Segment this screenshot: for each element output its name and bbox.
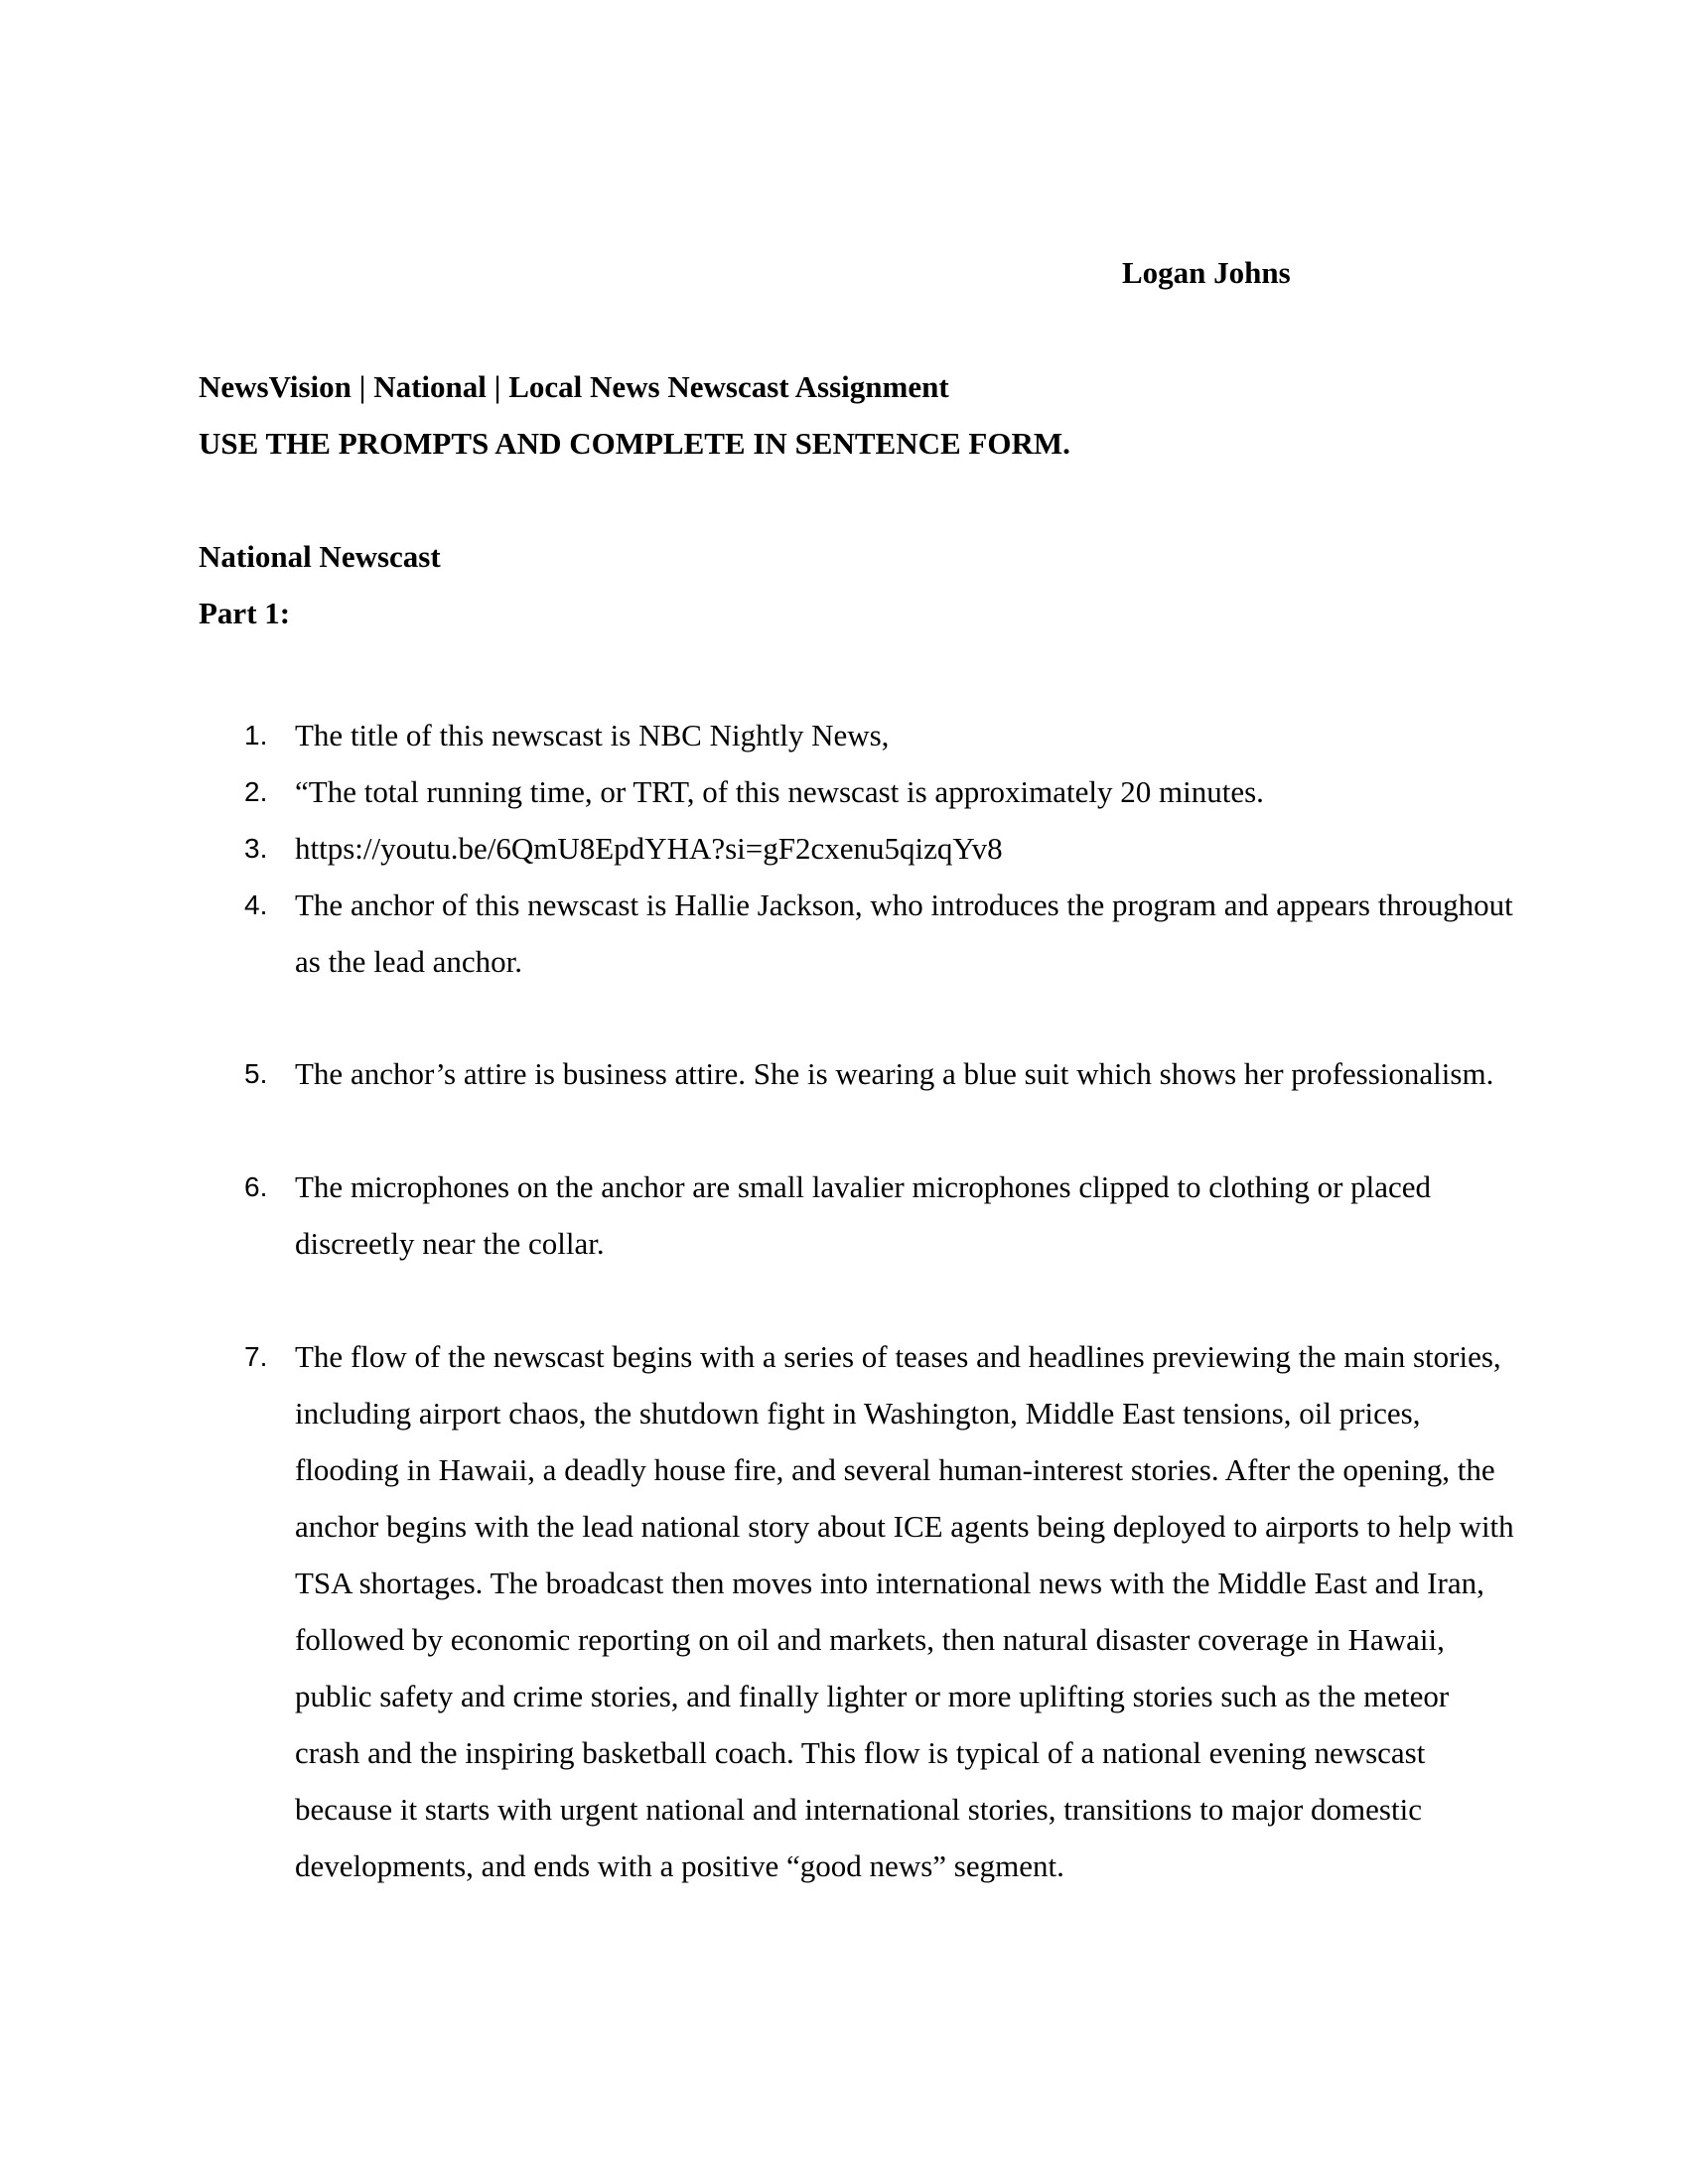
answer-number: 1. [244, 720, 268, 751]
answer-number: 4. [244, 889, 268, 920]
answer-number: 2. [244, 776, 268, 807]
answer-url: https://youtu.be/6QmU8EpdYHA?si=gF2cxenu5qizqYv8 [295, 831, 1003, 866]
answer-number: 7. [244, 1341, 268, 1372]
assignment-instructions: USE THE PROMPTS AND COMPLETE IN SENTENCE FORM. [199, 426, 1070, 461]
answer-number: 5. [244, 1058, 268, 1089]
answer-text: The flow of the newscast begins with a series of teases and headlines previewing the main stories, including airport chaos, the shutdown fight in Washington, Middle East tensions, oil prices, flooding in Hawaii, a deadly house fire, and several human-interest stories. After the opening, the anchor begins with the lead national story about ICE agents being deployed to airports to help with TSA shortages. The broadcast then moves into international news with the Middle East and Iran, followed by economic reporting on oil and markets, then natural disaster coverage in Hawaii, public safety and crime stories, and finally lighter or more uplifting stories such as the meteor crash and the inspiring basketball coach. This flow is typical of a national evening newscast because it starts with urgent national and international stories, transitions to major domestic developments, and ends with a positive “good news” segment. [295, 1339, 1514, 1883]
answer-text: “The total running time, or TRT, of this newscast is approximately 20 minutes. [295, 774, 1264, 809]
assignment-title: NewsVision | National | Local News Newscast Assignment [199, 369, 949, 404]
answer-text: The title of this newscast is NBC Nightly News, [295, 718, 890, 752]
answer-text: The microphones on the anchor are small lavalier microphones clipped to clothing or placed discreetly near the collar. [295, 1169, 1432, 1261]
answer-text: The anchor of this newscast is Hallie Jackson, who introduces the program and appears throughout as the lead anchor. [295, 887, 1513, 979]
answer-number: 6. [244, 1171, 268, 1202]
author-name: Logan Johns [1122, 255, 1291, 290]
answer-number: 3. [244, 833, 268, 864]
part-heading: Part 1: [199, 596, 291, 630]
section-heading: National Newscast [199, 539, 441, 574]
answer-text: The anchor’s attire is business attire. She is wearing a blue suit which shows her professionalism. [295, 1056, 1494, 1091]
